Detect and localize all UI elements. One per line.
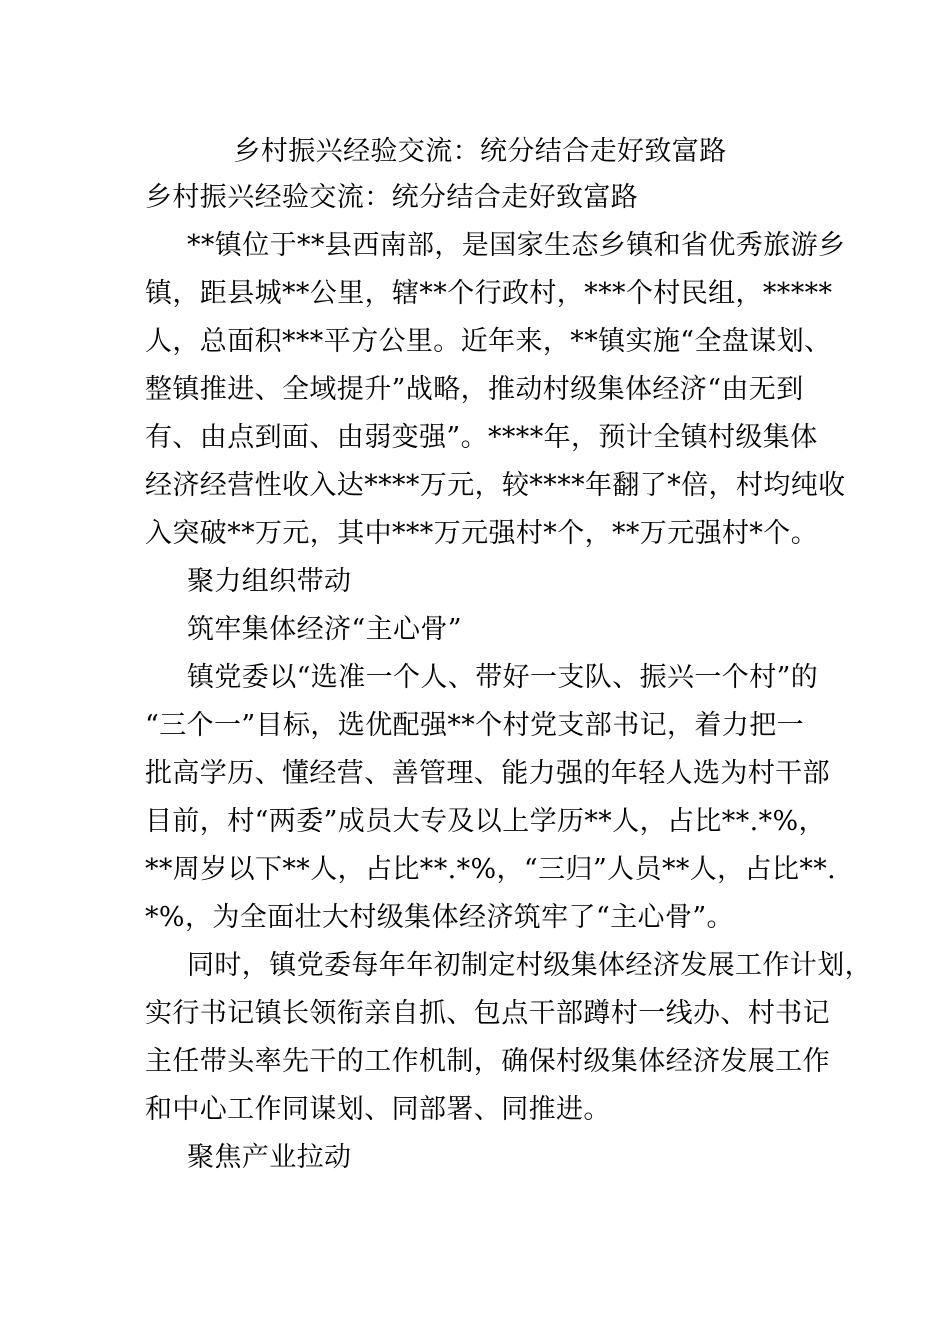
- paragraph-line: 镇党委以“选准一个人、带好一支队、振兴一个村”的: [187, 662, 819, 693]
- section-subheading: 筑牢集体经济“主心骨”: [187, 614, 463, 645]
- paragraph-line: 和中心工作同谋划、同部署、同推进。: [145, 1094, 611, 1125]
- paragraph-line: 入突破**万元，其中***万元强村*个，**万元强村*个。: [145, 518, 819, 549]
- document-subtitle: 乡村振兴经验交流：统分结合走好致富路: [145, 182, 639, 213]
- paragraph-line: 主任带头率先干的工作机制，确保村级集体经济发展工作: [145, 1046, 830, 1077]
- paragraph-line: 人，总面积***平方公里。近年来，**镇实施“全盘谋划、: [145, 326, 832, 357]
- document-title: 乡村振兴经验交流：统分结合走好致富路: [233, 136, 727, 167]
- section-heading: 聚力组织带动: [187, 566, 352, 597]
- paragraph-line: *%，为全面壮大村级集体经济筑牢了“主心骨”。: [145, 902, 734, 933]
- paragraph-line: 经济经营性收入达****万元，较****年翻了*倍，村均纯收: [145, 470, 846, 501]
- paragraph-line: 镇，距县城**公里，辖**个行政村，***个村民组，*****: [145, 278, 833, 309]
- paragraph-line: **镇位于**县西南部，是国家生态乡镇和省优秀旅游乡: [187, 230, 846, 261]
- paragraph-line: 实行书记镇长领衔亲自抓、包点干部蹲村一线办、村书记: [145, 998, 830, 1029]
- section-heading: 聚焦产业拉动: [187, 1142, 352, 1173]
- paragraph-line: 同时，镇党委每年年初制定村级集体经济发展工作计划，: [187, 950, 872, 981]
- paragraph-line: 批高学历、懂经营、善管理、能力强的年轻人选为村干部: [145, 758, 830, 789]
- paragraph-line: **周岁以下**人，占比**.*%，“三归”人员**人，占比**.: [145, 854, 837, 885]
- paragraph-line: 目前，村“两委”成员大专及以上学历**人，占比**.*%，: [145, 806, 826, 837]
- paragraph-line: “三个一”目标，选优配强**个村党支部书记，着力把一: [145, 710, 805, 741]
- paragraph-line: 有、由点到面、由弱变强”。****年，预计全镇村级集体: [145, 422, 818, 453]
- document-body: [145, 128, 872, 1182]
- paragraph-line: 整镇推进、全域提升”战略，推动村级集体经济“由无到: [145, 374, 804, 405]
